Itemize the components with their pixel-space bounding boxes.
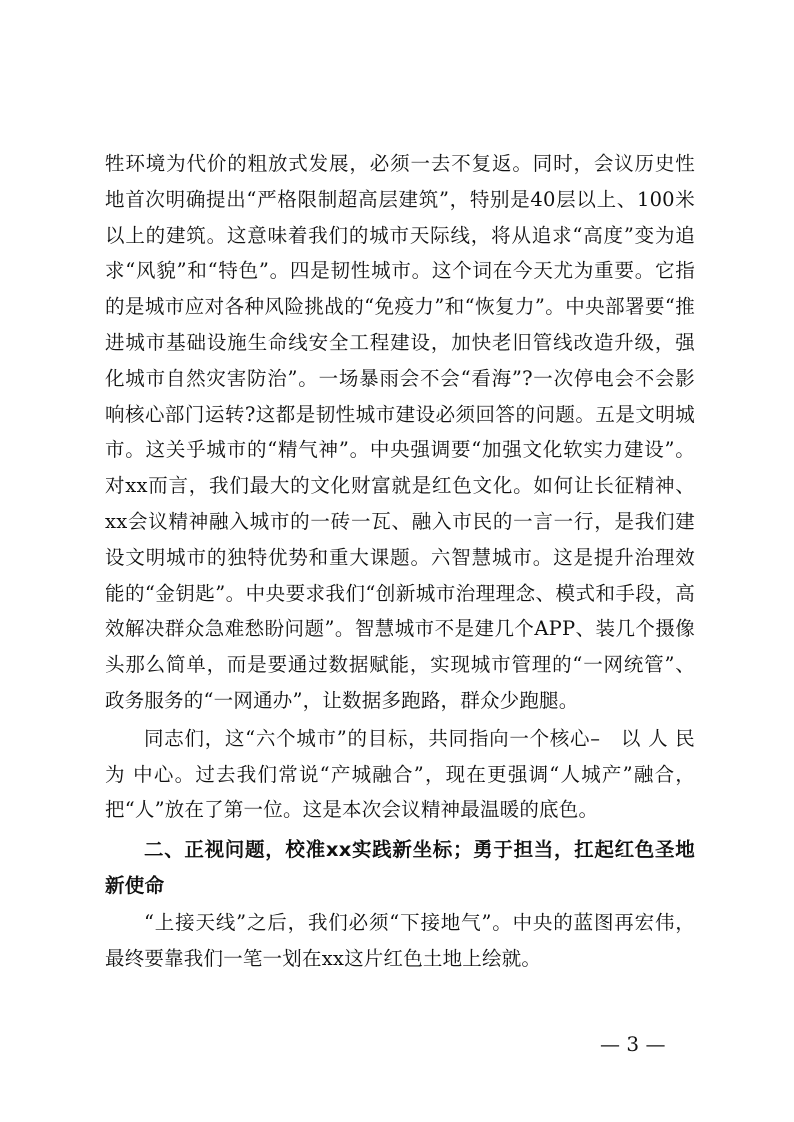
body-text: [105, 146, 695, 977]
paragraph-six-cities-summary: 同志们，这“六个城市”的目标，共同指向一个核心– 以 人 民 为 中心。过去我们常说“产城融合”，现在更强调“人城产”融合，把“人”放在了第一位。这是本次会议精神最温暖的底色。: [105, 726, 695, 822]
page-number: — 3 —: [600, 1032, 666, 1056]
paragraph-after-heading: “上接天线”之后，我们必须“下接地气”。中央的蓝图再宏伟，最终要靠我们一笔一划在xx这片红色土地上绘就。: [105, 911, 695, 970]
paragraph-continued: 牲环境为代价的粗放式发展，必须一去不复返。同时，会议历史性地首次明确提出“严格限制超高层建筑”，特别是40层以上、100米以上的建筑。这意味着我们的城市天际线，将从追求“高度”变为追求“风貌”和“特色”。四是韧性城市。这个词在今天尤为重要。它指的是城市应对各种风险挑战的“免疫力”和“恢复力”。中央部署要“推进城市基础设施生命线安全工程建设，加快老旧管线改造升级，强化城市自然灾害防治”。一场暴雨会不会“看海”?一次停电会不会影响核心部门运转?这都是韧性城市建设必须回答的问题。五是文明城市。这关乎城市的“精气神”。中央强调要“加强文化软实力建设”。对xx而言，我们最大的文化财富就是红色文化。如何让长征精神、xx会议精神融入城市的一砖一瓦、融入市民的一言一行，是我们建设文明城市的独特优势和重大课题。六智慧城市。这是提升治理效能的“金钥匙”。中央要求我们“创新城市治理理念、模式和手段，高效解决群众急难愁盼问题”。智慧城市不是建几个APP、装几个摄像头那么简单，而是要通过数据赋能，实现城市管理的“一网统管”、政务服务的“一网通办”，让数据多跑路，群众少跑腿。: [105, 152, 695, 712]
section-heading: 二、正视问题，校准xx实践新坐标；勇于担当，扛起红色圣地新使命: [105, 838, 695, 897]
